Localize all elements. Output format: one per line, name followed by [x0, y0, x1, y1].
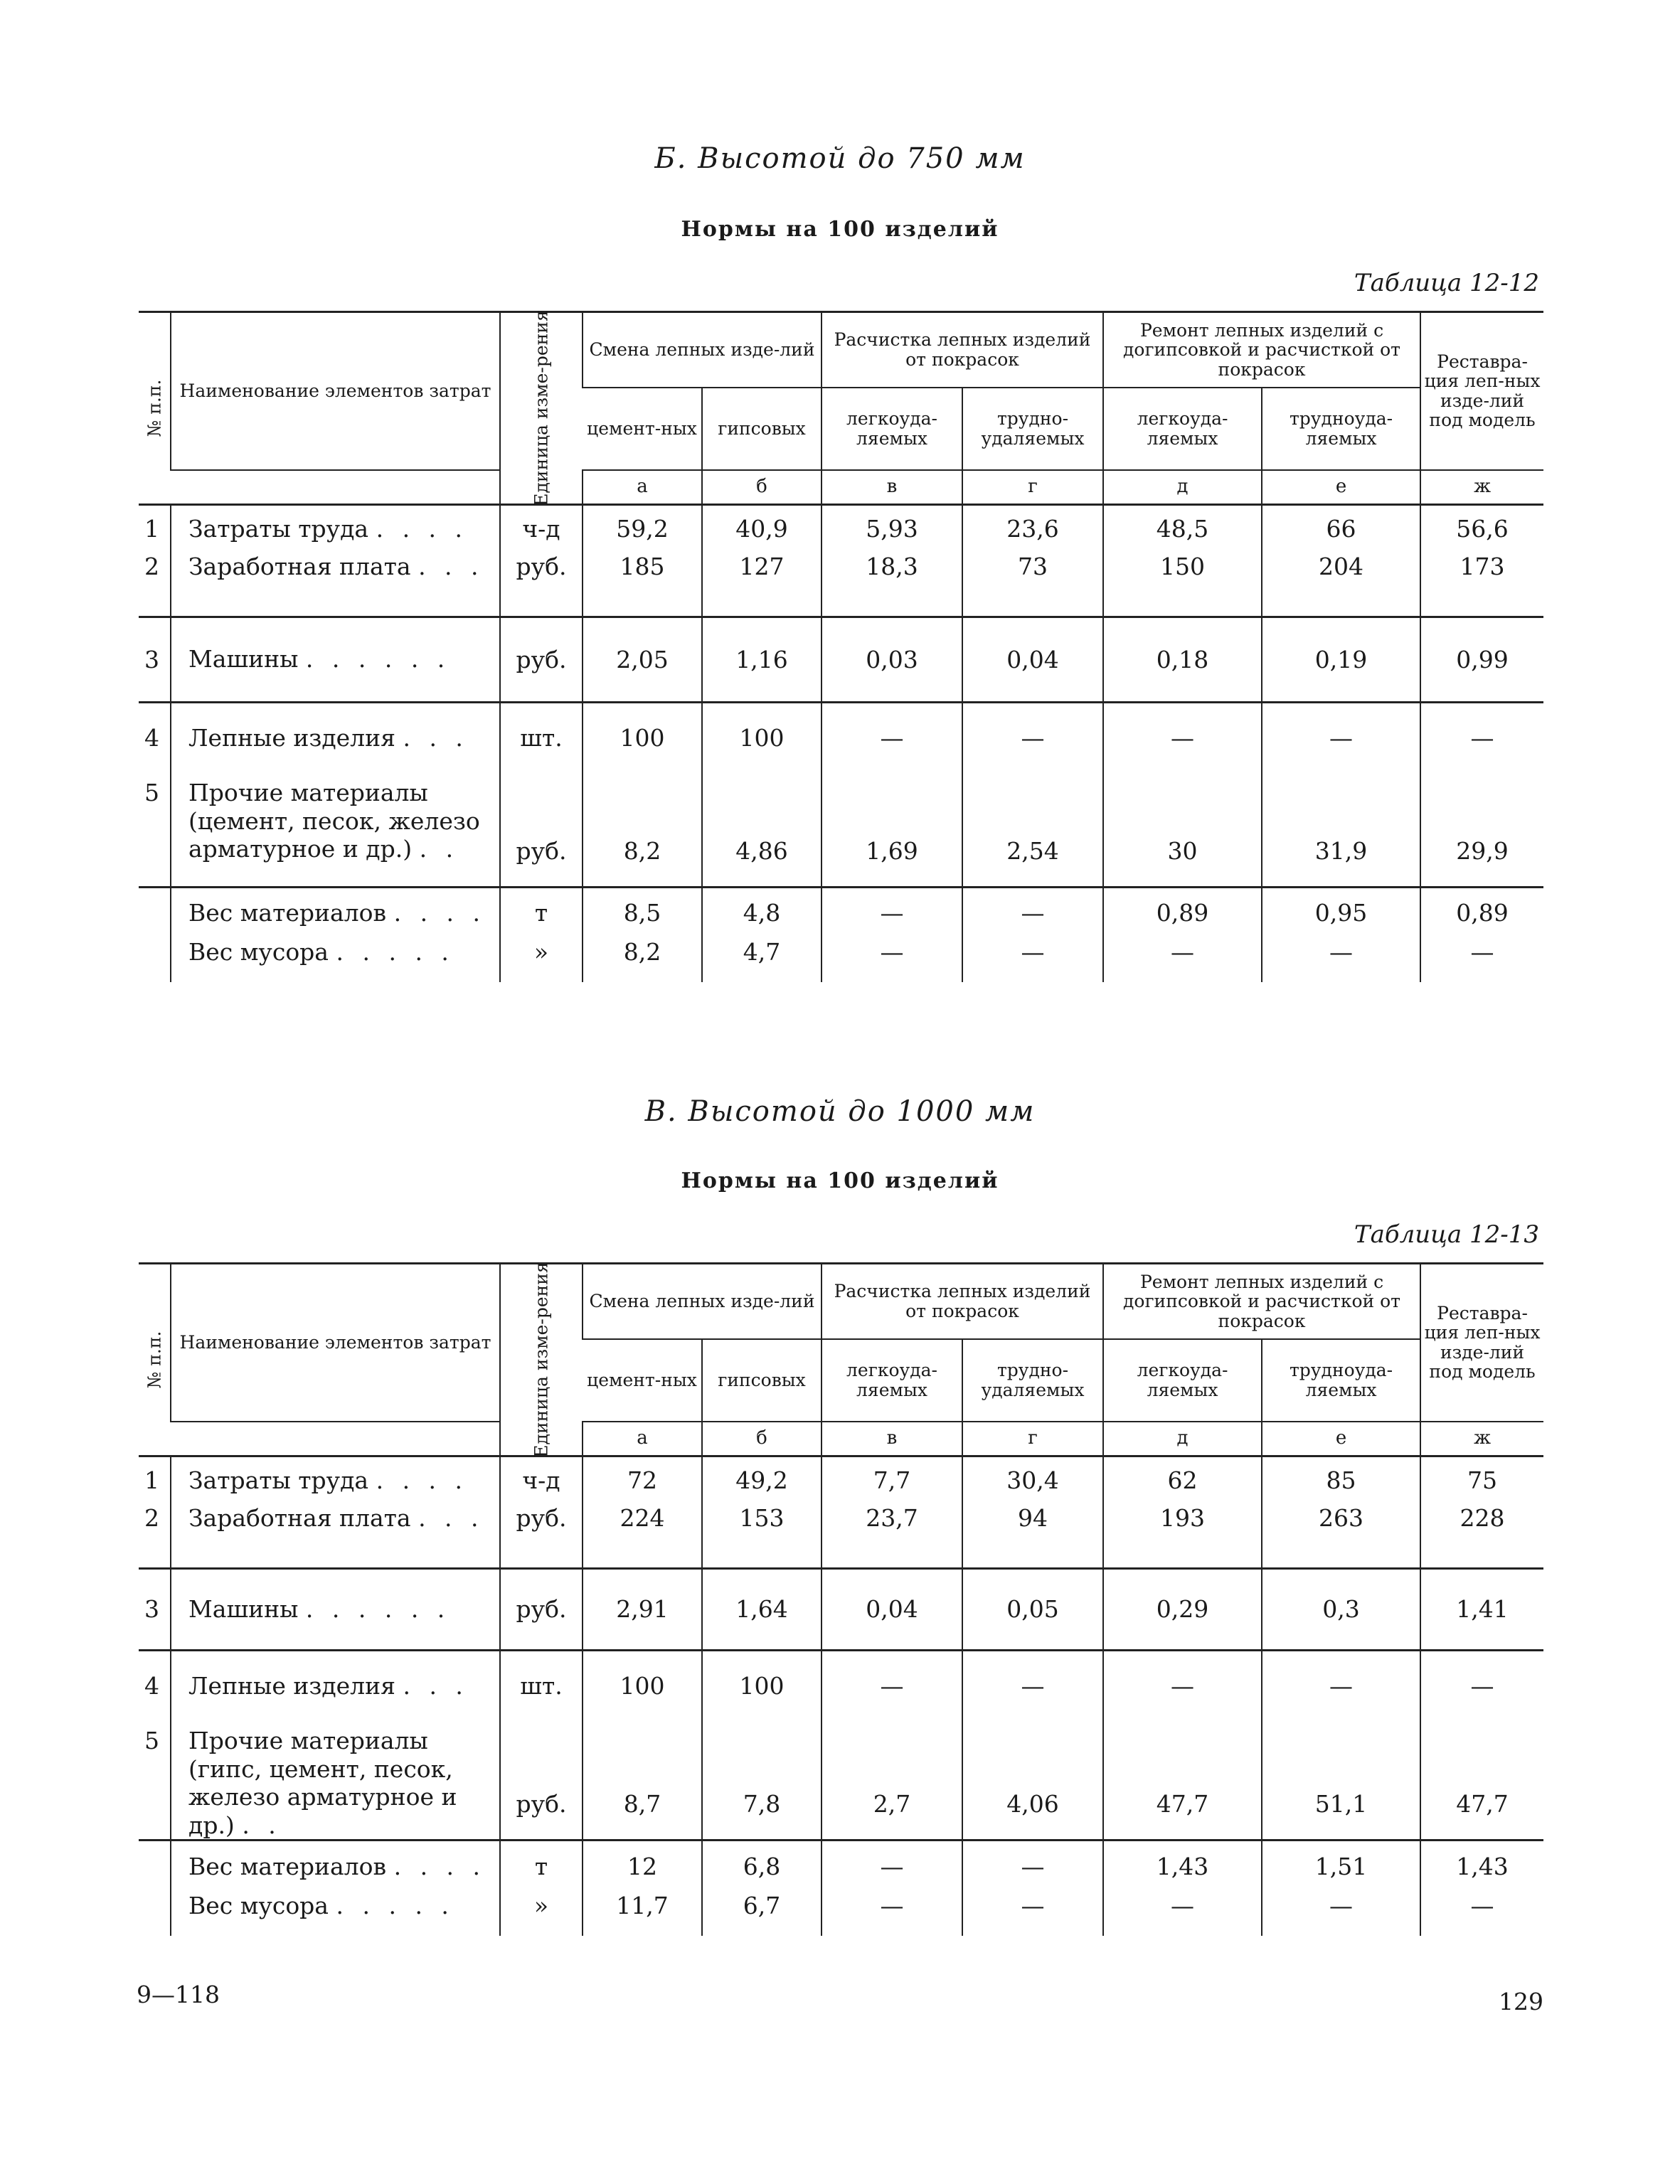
header-name: Наименование элементов затрат — [171, 312, 500, 470]
row-unit: т — [500, 1841, 583, 1892]
table-row — [139, 1841, 1543, 1892]
cell: — — [962, 1650, 1103, 1721]
header-sub-cement: цемент-ных — [583, 1339, 702, 1422]
cell: 263 — [1262, 1504, 1420, 1568]
cell: — — [1103, 702, 1262, 773]
cell: 2,91 — [583, 1568, 702, 1650]
cell: 4,06 — [962, 1721, 1103, 1841]
cell: — — [1103, 1650, 1262, 1721]
table-caption-12-13: Таблица 12-13 — [1354, 1220, 1539, 1249]
cell: 31,9 — [1262, 773, 1420, 887]
header-letter: в — [822, 1422, 962, 1456]
header-name: Наименование элементов затрат — [171, 1264, 500, 1422]
header-num: № п.п. — [139, 312, 171, 505]
table-row — [139, 553, 1543, 617]
row-num — [139, 938, 171, 982]
cell: 2,54 — [962, 773, 1103, 887]
row-unit: шт. — [500, 702, 583, 773]
header-sub-hard: трудноуда-ляемых — [1262, 388, 1420, 470]
cell: 11,7 — [583, 1892, 702, 1936]
norms-title-b: Нормы на 100 изделий — [681, 217, 999, 242]
cell: 49,2 — [702, 1456, 822, 1504]
row-num: 5 — [144, 1727, 159, 1754]
row-unit: т — [500, 887, 583, 938]
cell: 1,41 — [1420, 1568, 1543, 1650]
header-sub-gypsum: гипсовых — [702, 388, 822, 470]
cell: 100 — [583, 702, 702, 773]
row-num: 4 — [139, 1650, 171, 1721]
row-unit: » — [500, 938, 583, 982]
header-group-restore: Реставра-ция леп-ных изде-лий под модель — [1420, 312, 1543, 470]
cell: 66 — [1262, 504, 1420, 553]
row-name: Заработная плата . . . — [171, 553, 500, 617]
row-num — [139, 1841, 171, 1892]
header-letter: а — [583, 1422, 702, 1456]
table-row — [139, 1721, 1543, 1841]
header-sub-hard: трудно-удаляемых — [962, 1339, 1103, 1422]
cell: 173 — [1420, 553, 1543, 617]
row-num: 4 — [139, 702, 171, 773]
row-unit: ч-д — [500, 1456, 583, 1504]
cell: 0,29 — [1103, 1568, 1262, 1650]
row-name: Лепные изделия . . . — [171, 1650, 500, 1721]
header-letter: а — [583, 470, 702, 505]
cell: 4,86 — [702, 773, 822, 887]
section-title-v: В. Высотой до 1000 мм — [644, 1095, 1036, 1128]
cell: 75 — [1420, 1456, 1543, 1504]
row-unit: руб. — [500, 1721, 583, 1841]
cell: 0,05 — [962, 1568, 1103, 1650]
cell: 150 — [1103, 553, 1262, 617]
row-num — [139, 1892, 171, 1936]
cell: 23,7 — [822, 1504, 962, 1568]
row-unit: руб. — [500, 617, 583, 702]
cell: 0,3 — [1262, 1568, 1420, 1650]
cell: 0,95 — [1262, 887, 1420, 938]
cell: 6,7 — [702, 1892, 822, 1936]
cell: 0,03 — [822, 617, 962, 702]
row-name: Вес мусора . . . . . — [171, 938, 500, 982]
row-unit: руб. — [500, 1504, 583, 1568]
norms-title-v: Нормы на 100 изделий — [681, 1168, 999, 1193]
header-unit: Единица изме-рения — [500, 1264, 583, 1456]
table-12-12 — [139, 311, 1543, 982]
signature-mark: 9—118 — [137, 1981, 220, 2008]
row-unit: руб. — [500, 773, 583, 887]
header-sub-hard: трудноуда-ляемых — [1262, 1339, 1420, 1422]
header-letter: е — [1262, 470, 1420, 505]
table-row — [139, 702, 1543, 773]
row-num: 2 — [144, 553, 159, 580]
cell: 0,89 — [1420, 887, 1543, 938]
cell: — — [1420, 1650, 1543, 1721]
cell: 204 — [1262, 553, 1420, 617]
header-sub-easy: легкоуда-ляемых — [1103, 388, 1262, 470]
table-12-13 — [139, 1262, 1543, 1936]
table-row — [139, 617, 1543, 702]
cell: 100 — [583, 1650, 702, 1721]
cell: 30 — [1103, 773, 1262, 887]
cell: 47,7 — [1420, 1721, 1543, 1841]
cell: 1,43 — [1420, 1841, 1543, 1892]
row-num: 3 — [139, 1568, 171, 1650]
cell: 51,1 — [1262, 1721, 1420, 1841]
cell: — — [822, 1892, 962, 1936]
cell: — — [1103, 1892, 1262, 1936]
cell: 4,7 — [702, 938, 822, 982]
cell: 1,69 — [822, 773, 962, 887]
section-title-b: Б. Высотой до 750 мм — [654, 142, 1026, 175]
cell: — — [962, 702, 1103, 773]
cell: 40,9 — [702, 504, 822, 553]
table-row — [139, 1456, 1543, 1504]
cell: — — [822, 887, 962, 938]
cell: 8,2 — [583, 773, 702, 887]
cell: 0,04 — [822, 1568, 962, 1650]
cell: 12 — [583, 1841, 702, 1892]
row-num: 5 — [144, 779, 159, 806]
cell: — — [822, 1650, 962, 1721]
table-caption-12-12: Таблица 12-12 — [1354, 269, 1539, 297]
header-group-restore: Реставра-ция леп-ных изде-лий под модель — [1420, 1264, 1543, 1422]
header-group-repair: Ремонт лепных изделий с догипсовкой и расчисткой от покрасок — [1103, 1264, 1420, 1339]
page-number: 129 — [1499, 1988, 1543, 2015]
cell: 94 — [962, 1504, 1103, 1568]
row-name: Вес материалов . . . . — [171, 887, 500, 938]
header-letter: д — [1103, 470, 1262, 505]
cell: — — [1420, 702, 1543, 773]
cell: 2,05 — [583, 617, 702, 702]
row-num: 1 — [139, 504, 171, 553]
row-name: Машины . . . . . . — [171, 1568, 500, 1650]
cell: 48,5 — [1103, 504, 1262, 553]
table-row — [139, 887, 1543, 938]
cell: 85 — [1262, 1456, 1420, 1504]
cell: 56,6 — [1420, 504, 1543, 553]
header-sub-easy: легкоуда-ляемых — [1103, 1339, 1262, 1422]
row-num: 3 — [139, 617, 171, 702]
header-group-repair: Ремонт лепных изделий с догипсовкой и расчисткой от покрасок — [1103, 312, 1420, 388]
header-sub-easy: легкоуда-ляемых — [822, 1339, 962, 1422]
cell: — — [822, 1841, 962, 1892]
row-unit: ч-д — [500, 504, 583, 553]
row-num: 2 — [144, 1504, 159, 1532]
cell: 7,8 — [702, 1721, 822, 1841]
table-row — [139, 773, 1543, 887]
table-row — [139, 1504, 1543, 1568]
cell: — — [822, 702, 962, 773]
row-name: Прочие материалы (цемент, песок, железо арматурное и др.) . . — [171, 773, 500, 887]
cell: 6,8 — [702, 1841, 822, 1892]
cell: 228 — [1420, 1504, 1543, 1568]
cell: 18,3 — [822, 553, 962, 617]
cell: 1,16 — [702, 617, 822, 702]
cell: 0,19 — [1262, 617, 1420, 702]
cell: 100 — [702, 702, 822, 773]
header-sub-hard: трудно-удаляемых — [962, 388, 1103, 470]
header-num: № п.п. — [139, 1264, 171, 1456]
cell: — — [1262, 1892, 1420, 1936]
header-letter: б — [702, 470, 822, 505]
header-unit: Единица изме-рения — [500, 312, 583, 505]
row-name: Машины . . . . . . — [171, 617, 500, 702]
cell: 30,4 — [962, 1456, 1103, 1504]
header-letter: в — [822, 470, 962, 505]
cell: 72 — [583, 1456, 702, 1504]
header-group-clean: Расчистка лепных изделий от покрасок — [822, 1264, 1103, 1339]
header-letter: ж — [1420, 1422, 1543, 1456]
cell: 193 — [1103, 1504, 1262, 1568]
cell: 4,8 — [702, 887, 822, 938]
cell: — — [1420, 938, 1543, 982]
row-name: Прочие материалы (гипс, цемент, песок, железо арматурное и др.) . . — [171, 1721, 500, 1841]
table-row — [139, 938, 1543, 982]
header-letter: б — [702, 1422, 822, 1456]
header-letter: г — [962, 1422, 1103, 1456]
cell: 8,5 — [583, 887, 702, 938]
table-row — [139, 1892, 1543, 1936]
cell: 127 — [702, 553, 822, 617]
row-unit: » — [500, 1892, 583, 1936]
table-row — [139, 504, 1543, 553]
cell: 23,6 — [962, 504, 1103, 553]
cell: 29,9 — [1420, 773, 1543, 887]
cell: 2,7 — [822, 1721, 962, 1841]
row-name: Затраты труда . . . . — [171, 1456, 500, 1504]
header-group-clean: Расчистка лепных изделий от покрасок — [822, 312, 1103, 388]
row-num — [139, 887, 171, 938]
cell: 0,89 — [1103, 887, 1262, 938]
cell: 1,64 — [702, 1568, 822, 1650]
table-row — [139, 1568, 1543, 1650]
cell: 224 — [583, 1504, 702, 1568]
row-name: Вес материалов . . . . — [171, 1841, 500, 1892]
cell: 0,04 — [962, 617, 1103, 702]
cell: — — [962, 1841, 1103, 1892]
header-name-blank — [171, 470, 500, 505]
cell: 0,18 — [1103, 617, 1262, 702]
row-name: Лепные изделия . . . — [171, 702, 500, 773]
row-unit: руб. — [500, 1568, 583, 1650]
cell: — — [1262, 938, 1420, 982]
cell: — — [1262, 1650, 1420, 1721]
header-sub-cement: цемент-ных — [583, 388, 702, 470]
cell: 7,7 — [822, 1456, 962, 1504]
header-letter: е — [1262, 1422, 1420, 1456]
row-name: Вес мусора . . . . . — [171, 1892, 500, 1936]
cell: — — [822, 938, 962, 982]
cell: 1,51 — [1262, 1841, 1420, 1892]
cell: 59,2 — [583, 504, 702, 553]
cell: — — [1103, 938, 1262, 982]
cell: — — [1262, 702, 1420, 773]
header-name-blank — [171, 1422, 500, 1456]
row-name: Затраты труда . . . . — [171, 504, 500, 553]
cell: — — [1420, 1892, 1543, 1936]
cell: 73 — [962, 553, 1103, 617]
cell: 62 — [1103, 1456, 1262, 1504]
cell: — — [962, 1892, 1103, 1936]
cell: 185 — [583, 553, 702, 617]
row-unit: руб. — [500, 553, 583, 617]
header-letter: г — [962, 470, 1103, 505]
header-letter: д — [1103, 1422, 1262, 1456]
row-unit: шт. — [500, 1650, 583, 1721]
cell: 8,7 — [583, 1721, 702, 1841]
cell: 5,93 — [822, 504, 962, 553]
cell: 100 — [702, 1650, 822, 1721]
cell: — — [962, 887, 1103, 938]
cell: 8,2 — [583, 938, 702, 982]
header-sub-easy: легкоуда-ляемых — [822, 388, 962, 470]
header-group-replace: Смена лепных изде-лий — [583, 312, 822, 388]
table-row — [139, 1650, 1543, 1721]
cell: 47,7 — [1103, 1721, 1262, 1841]
row-num: 1 — [139, 1456, 171, 1504]
header-letter: ж — [1420, 470, 1543, 505]
row-name: Заработная плата . . . — [171, 1504, 500, 1568]
cell: — — [962, 938, 1103, 982]
cell: 0,99 — [1420, 617, 1543, 702]
header-sub-gypsum: гипсовых — [702, 1339, 822, 1422]
cell: 1,43 — [1103, 1841, 1262, 1892]
cell: 153 — [702, 1504, 822, 1568]
header-group-replace: Смена лепных изде-лий — [583, 1264, 822, 1339]
